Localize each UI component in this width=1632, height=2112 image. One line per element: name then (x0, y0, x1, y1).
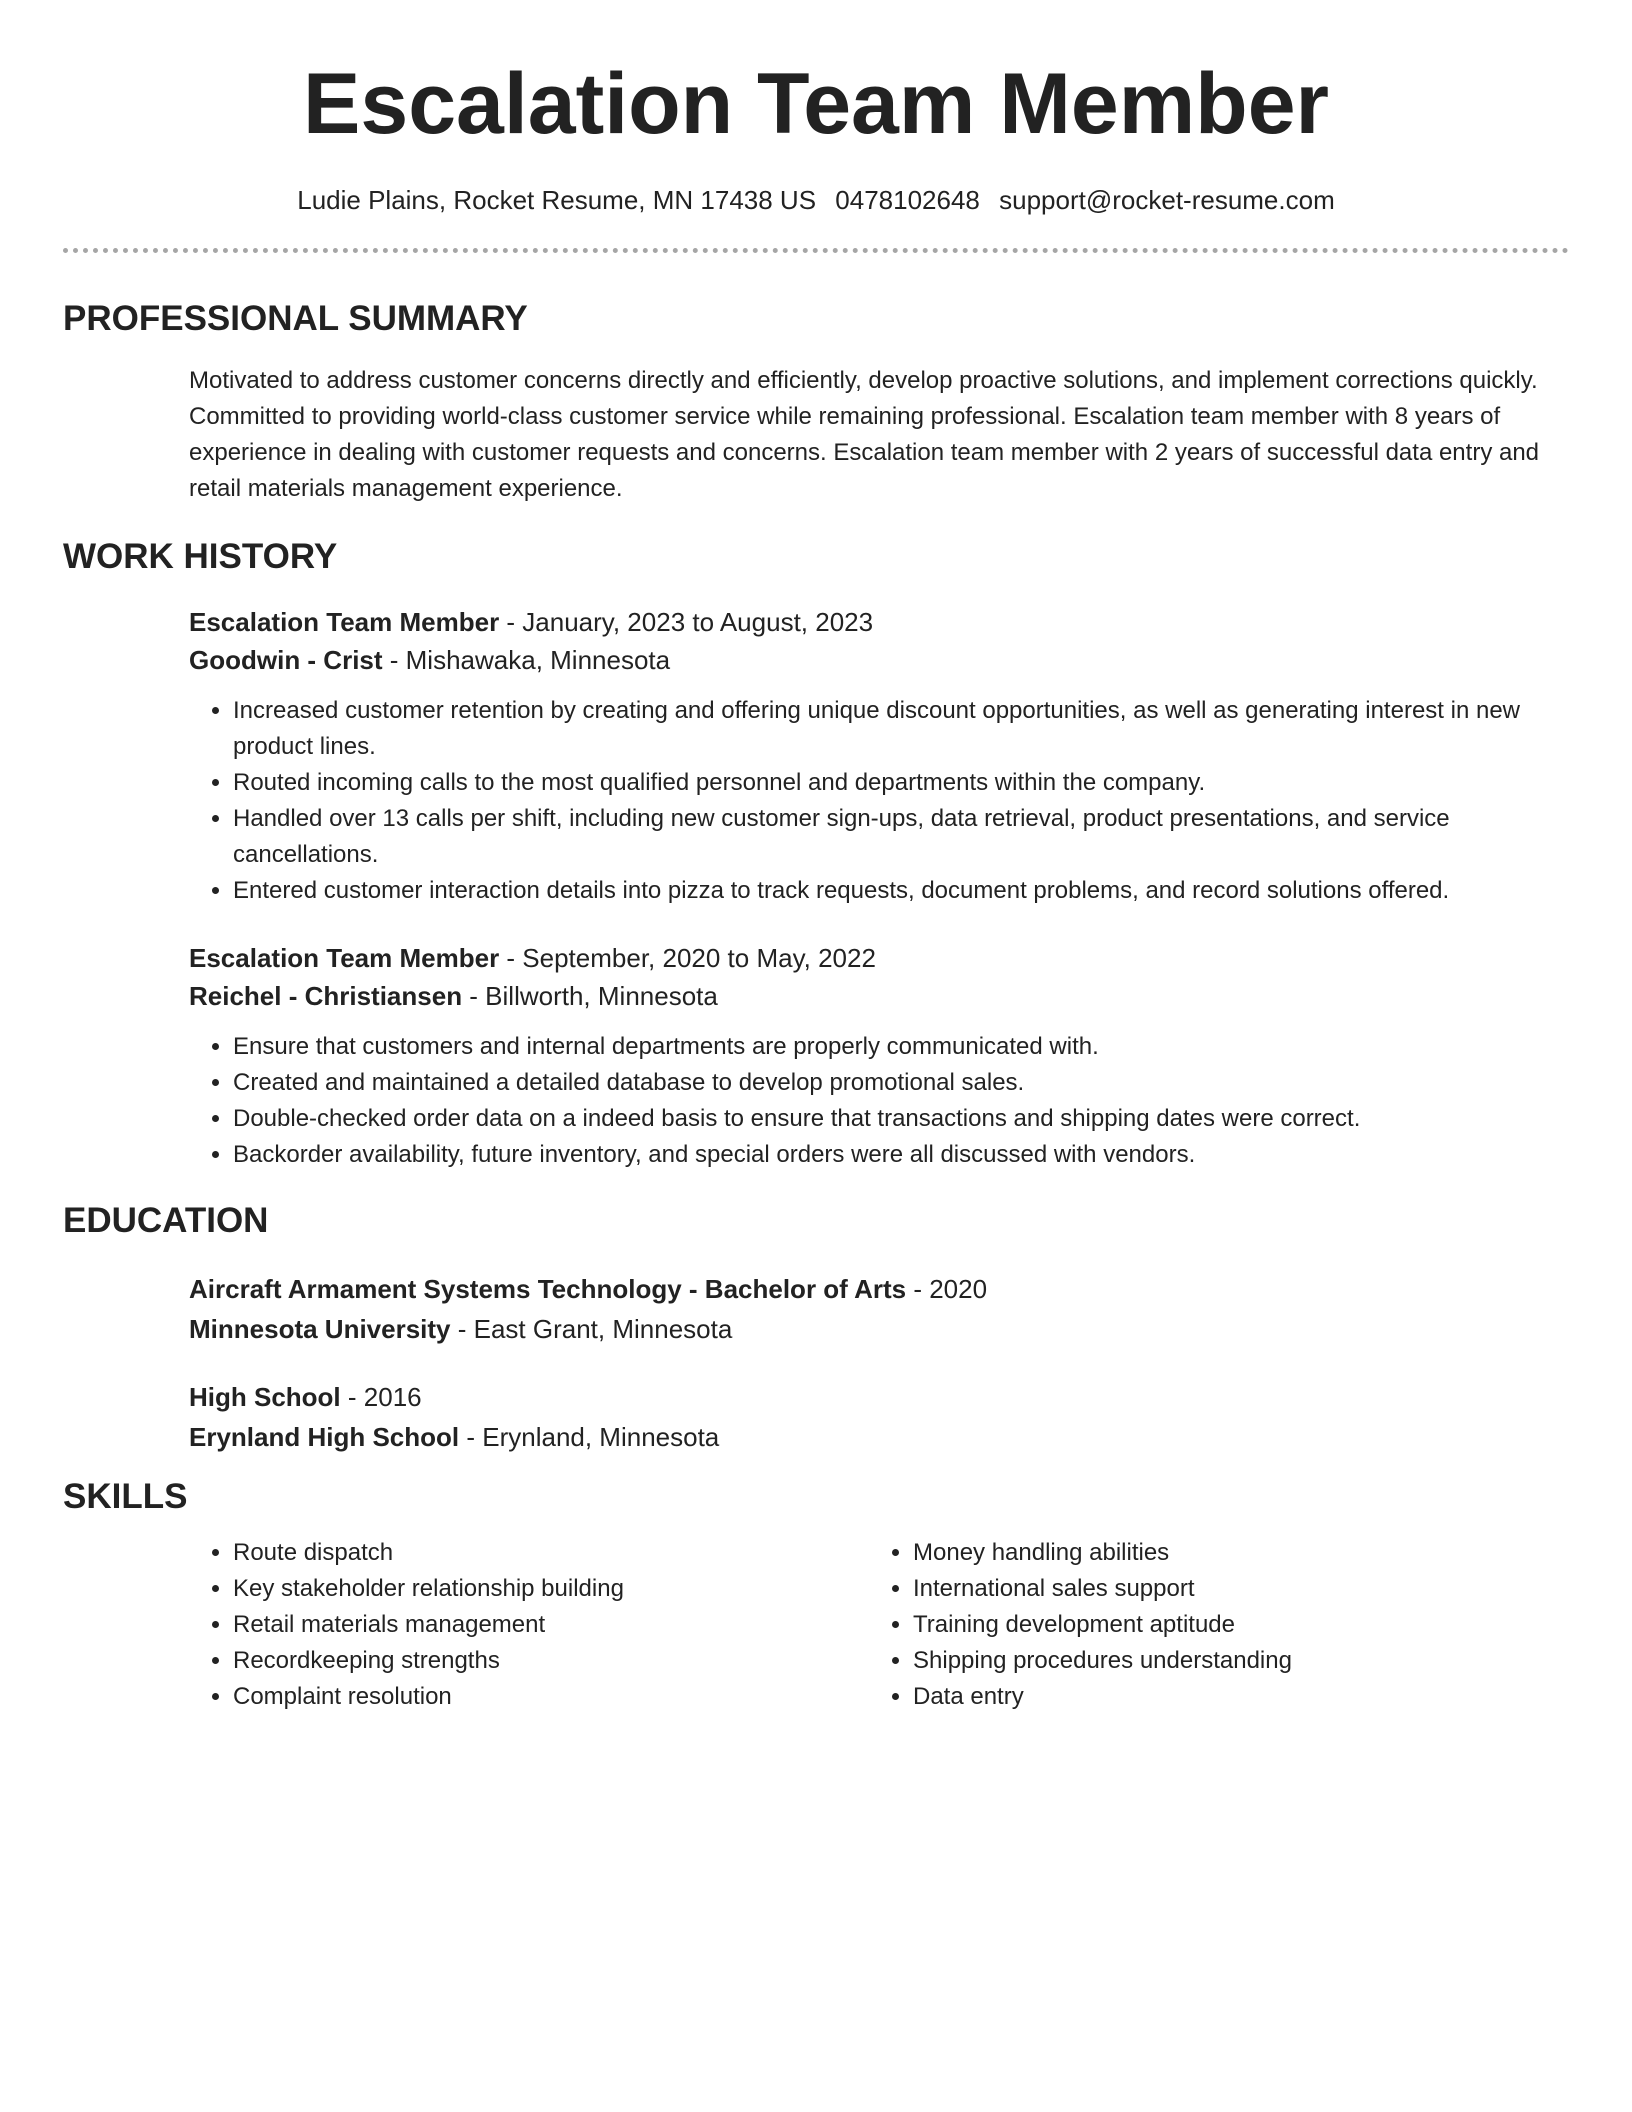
skills-column-left (189, 1535, 869, 1715)
skill-item: • Key stakeholder relationship building (233, 1571, 869, 1607)
job-company-line (189, 641, 1569, 679)
job-bullet: • Routed incoming calls to the most qualified personnel and departments within the company. (233, 765, 1569, 801)
education-heading: EDUCATION (63, 1201, 269, 1240)
job-location: - Mishawaka, Minnesota (382, 645, 671, 675)
education-year: - 2020 (906, 1274, 988, 1304)
skills-section (63, 1475, 1569, 1715)
job-company-line (189, 977, 1569, 1015)
education-school: Erynland High School (189, 1422, 460, 1452)
contact-email: support@rocket-resume.com (999, 185, 1335, 215)
job-position: Escalation Team Member (189, 607, 500, 637)
skill-item: • International sales support (913, 1571, 1549, 1607)
education-degree-line (189, 1377, 1569, 1417)
skill-item: • Shipping procedures understanding (913, 1643, 1549, 1679)
job-position: Escalation Team Member (189, 943, 500, 973)
education-degree: High School (189, 1382, 341, 1412)
skills-list (189, 1535, 869, 1715)
education-school-line (189, 1417, 1569, 1457)
job-bullet: • Entered customer interaction details into pizza to track requests, document problems, and record solutions offered. (233, 873, 1569, 909)
job-entry (63, 939, 1569, 1173)
job-title-line (189, 603, 1569, 641)
job-bullet: • Double-checked order data on a indeed basis to ensure that transactions and shipping dates were correct. (233, 1101, 1569, 1137)
education-entry (63, 1269, 1569, 1349)
work-history-section (63, 535, 1569, 1173)
skill-item: • Money handling abilities (913, 1535, 1549, 1571)
skills-column-right (869, 1535, 1549, 1715)
education-degree-line (189, 1269, 1569, 1309)
job-company: Reichel - Christiansen (189, 981, 463, 1011)
resume-name: Escalation Team Member (303, 56, 1329, 152)
contact-address: Ludie Plains, Rocket Resume, MN 17438 US (297, 185, 817, 215)
skill-item: • Recordkeeping strengths (233, 1643, 869, 1679)
skill-item: • Data entry (913, 1679, 1549, 1715)
job-title-line (189, 939, 1569, 977)
contact-phone: 0478102648 (835, 185, 980, 215)
education-location: - Erynland, Minnesota (459, 1422, 720, 1452)
header-divider (63, 248, 1569, 253)
skills-heading: SKILLS (63, 1477, 188, 1516)
education-section (63, 1199, 1569, 1457)
job-bullet: • Increased customer retention by creating and offering unique discount opportunities, as well as generating interest in new product lines. (233, 693, 1569, 765)
skill-item: • Complaint resolution (233, 1679, 869, 1715)
skill-item: • Training development aptitude (913, 1607, 1549, 1643)
education-location: - East Grant, Minnesota (450, 1314, 733, 1344)
skill-item: • Route dispatch (233, 1535, 869, 1571)
job-bullet: • Ensure that customers and internal departments are properly communicated with. (233, 1029, 1569, 1065)
job-bullets (189, 693, 1569, 909)
job-location: - Billworth, Minnesota (462, 981, 718, 1011)
contact-line (63, 182, 1569, 218)
education-degree: Aircraft Armament Systems Technology - Bachelor of Arts (189, 1274, 907, 1304)
job-bullet: • Backorder availability, future inventory, and special orders were all discussed with vendors. (233, 1137, 1569, 1173)
skill-item: • Retail materials management (233, 1607, 869, 1643)
education-entry (63, 1377, 1569, 1457)
summary-text: Motivated to address customer concerns directly and efficiently, develop proactive solutions, and implement corrections quickly. Committed to providing world-class customer service while remaining professional. Escalation team member with 8 years of experience in dealing with customer requests and concerns. Escalation team member with 2 years of successful data entry and retail materials management experience. (189, 367, 1540, 502)
job-dates: - September, 2020 to May, 2022 (499, 943, 876, 973)
job-entry (63, 603, 1569, 909)
summary-heading: PROFESSIONAL SUMMARY (63, 299, 528, 338)
skills-list (869, 1535, 1549, 1715)
job-dates: - January, 2023 to August, 2023 (499, 607, 874, 637)
education-school-line (189, 1309, 1569, 1349)
job-bullets (189, 1029, 1569, 1173)
work-history-heading: WORK HISTORY (63, 537, 338, 576)
summary-section (63, 297, 1569, 507)
job-bullet: • Handled over 13 calls per shift, including new customer sign-ups, data retrieval, product presentations, and service cancellations. (233, 801, 1569, 873)
skills-grid (63, 1535, 1569, 1715)
job-bullet: • Created and maintained a detailed database to develop promotional sales. (233, 1065, 1569, 1101)
education-year: - 2016 (340, 1382, 422, 1412)
job-company: Goodwin - Crist (189, 645, 383, 675)
education-school: Minnesota University (189, 1314, 451, 1344)
